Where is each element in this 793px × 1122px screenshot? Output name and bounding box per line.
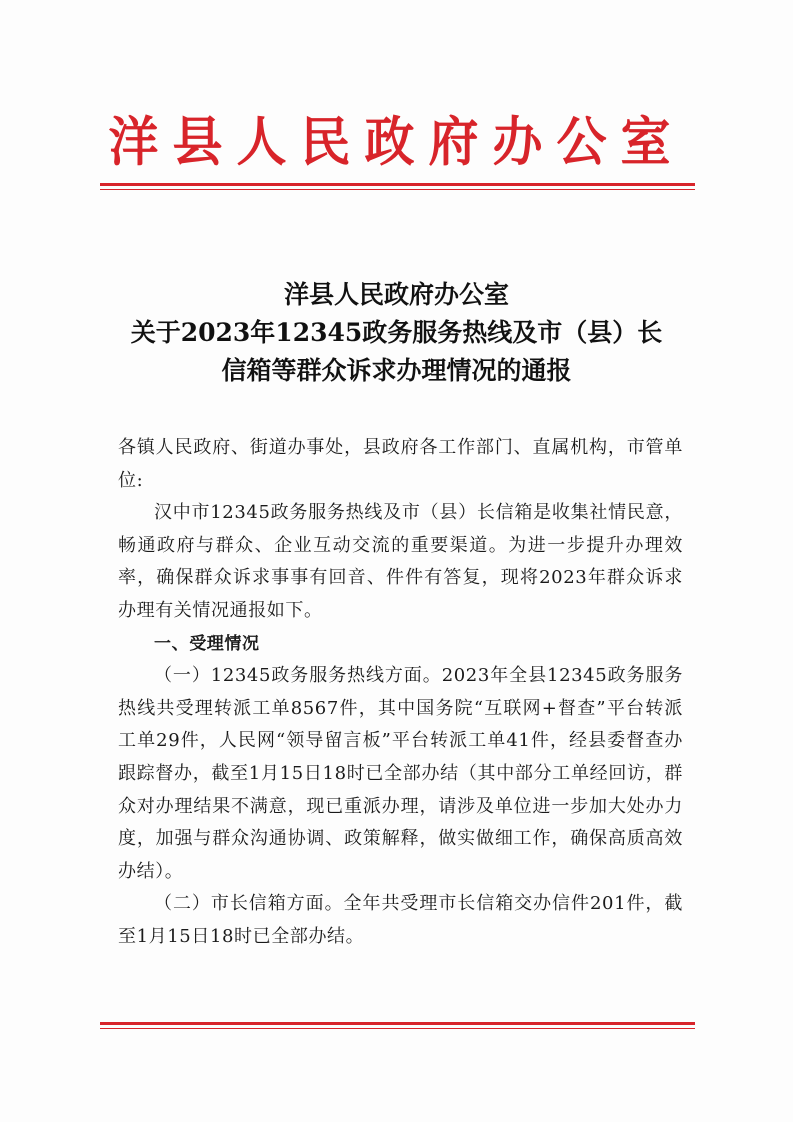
document-title-line-2: 关于2023年12345政务服务热线及市（县）长 <box>130 318 663 347</box>
document-body <box>118 432 683 954</box>
footer-red-rule-thick <box>100 1022 695 1025</box>
hotline-paragraph: （一）12345政务服务热线方面。2023年全县12345政务服务热线共受理转派工单8567件，其中国务院“互联网+督查”平台转派工单29件，人民网“领导留言板”平台转派工单41件，经县委督查办跟踪督办，截至1月15日18时已全部办结（其中部分工单经回访，群众对办理结果不满意，现已重派办理，请涉及单位进一步加大处办力度，加强与群众沟通协调、政策解释，做实做细工作，确保高质高效办结）。 <box>118 665 683 882</box>
document-title-line-1: 洋县人民政府办公室 <box>283 280 509 309</box>
footer-red-rule-thin <box>100 1028 695 1029</box>
section-heading: 一、受理情况 <box>154 633 260 654</box>
letterhead-red-rule-thin <box>100 189 695 190</box>
mailbox-paragraph: （二）市长信箱方面。全年共受理市长信箱交办信件201件，截至1月15日18时已全部办结。 <box>118 893 683 947</box>
document-title-line-3: 信箱等群众诉求办理情况的通报 <box>221 356 572 385</box>
intro-paragraph: 汉中市12345政务服务热线及市（县）长信箱是收集社情民意，畅通政府与群众、企业互动交流的重要渠道。为进一步提升办理效率，确保群众诉求事事有回音、件件有答复，现将2023年群众诉求办理有关情况通报如下。 <box>118 502 683 621</box>
recipients-paragraph: 各镇人民政府、街道办事处，县政府各工作部门、直属机构，市管单位: <box>118 437 683 491</box>
letterhead-org-name: 洋县人民政府办公室 <box>108 110 685 173</box>
letterhead-red-rule-thick <box>100 183 695 186</box>
